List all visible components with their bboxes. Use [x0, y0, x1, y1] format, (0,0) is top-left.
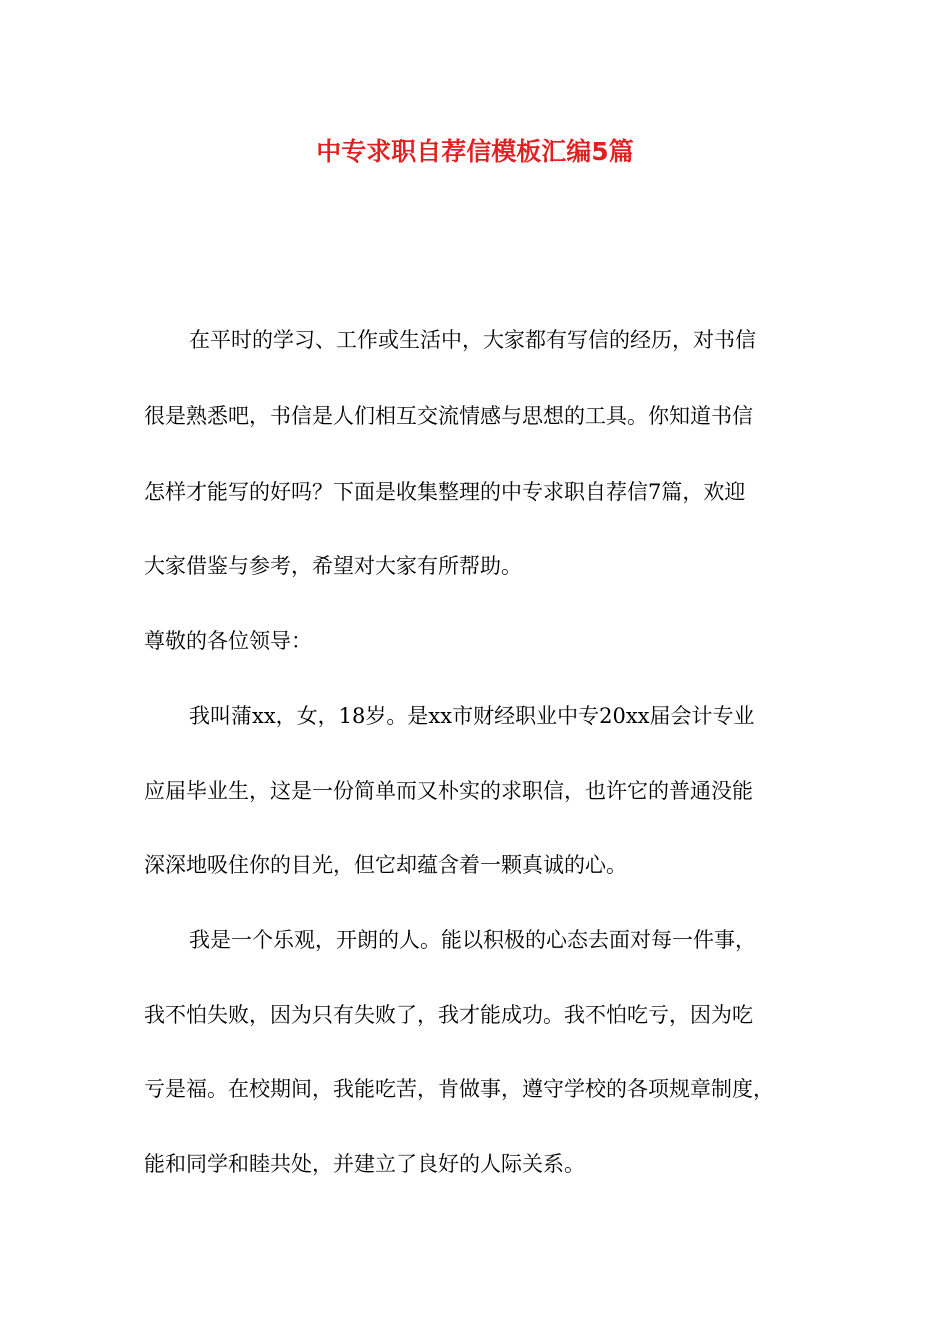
document-title: 中专求职自荐信模板汇编5篇 — [316, 137, 634, 166]
paragraph-line: 应届毕业生，这是一份简单而又朴实的求职信，也许它的普通没能 — [144, 779, 753, 803]
paragraph-line: 深深地吸住你的目光，但它却蕴含着一颗真诚的心。 — [144, 853, 627, 877]
paragraph-line: 在平时的学习、工作或生活中，大家都有写信的经历，对书信 — [189, 328, 756, 352]
paragraph-line: 亏是福。在校期间，我能吃苦，肯做事，遵守学校的各项规章制度， — [144, 1077, 774, 1101]
paragraph-line: 大家借鉴与参考，希望对大家有所帮助。 — [144, 554, 522, 578]
salutation-line: 尊敬的各位领导： — [144, 629, 312, 653]
paragraph-line: 我叫蒲xx，女，18岁。是xx市财经职业中专20xx届会计专业 — [189, 704, 755, 728]
paragraph-line: 能和同学和睦共处，并建立了良好的人际关系。 — [144, 1152, 585, 1176]
paragraph-line: 很是熟悉吧，书信是人们相互交流情感与思想的工具。你知道书信 — [144, 404, 753, 428]
paragraph-line: 我是一个乐观，开朗的人。能以积极的心态去面对每一件事， — [189, 928, 756, 952]
paragraph-line: 我不怕失败，因为只有失败了，我才能成功。我不怕吃亏，因为吃 — [144, 1003, 753, 1027]
paragraph-line: 怎样才能写的好吗？下面是收集整理的中专求职自荐信7篇，欢迎 — [144, 480, 746, 504]
